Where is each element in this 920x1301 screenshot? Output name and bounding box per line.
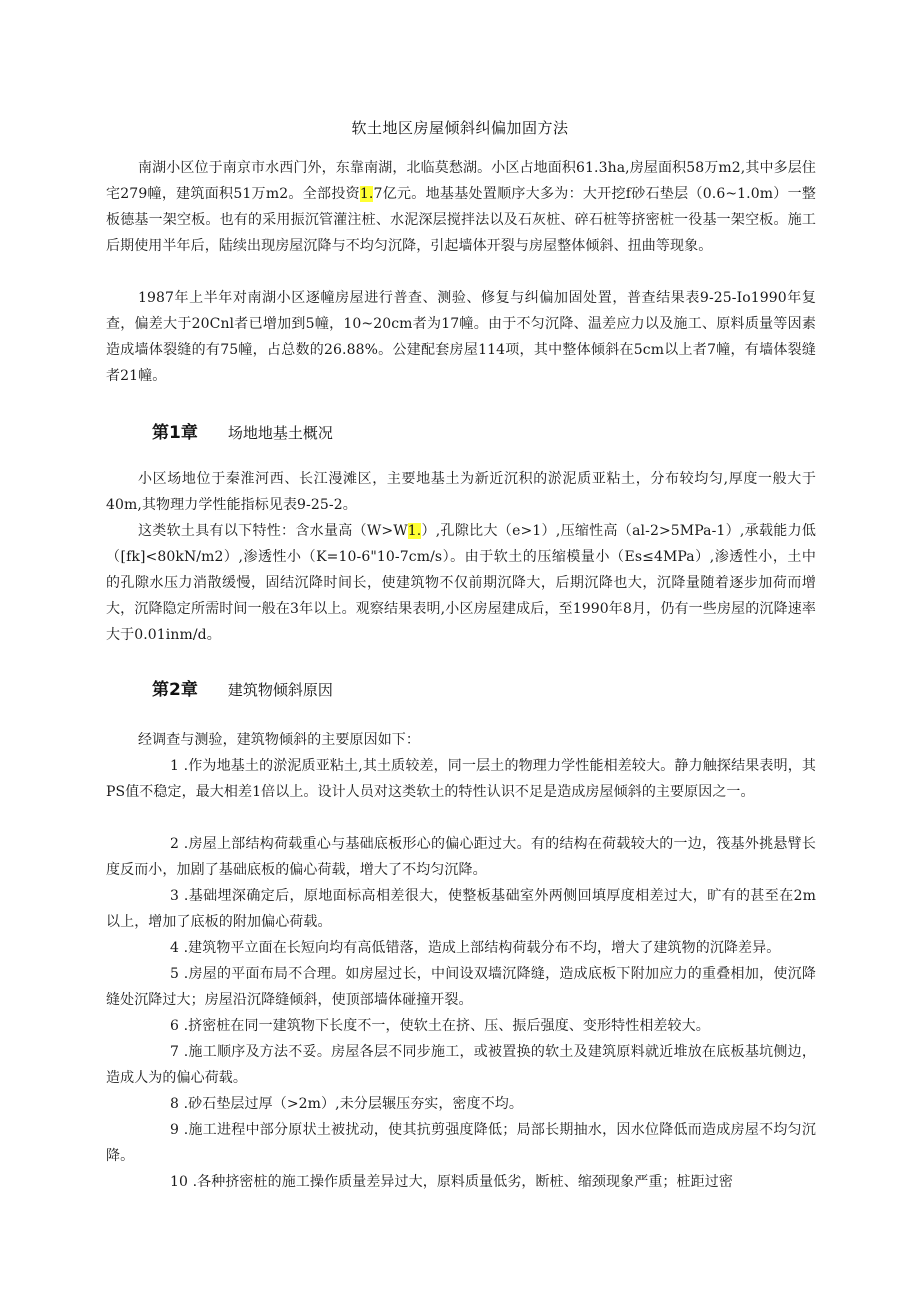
reason-item-3 xyxy=(106,883,816,935)
reason-item-3-number: 3 xyxy=(170,888,180,904)
intro-p1-highlight: 1. xyxy=(359,186,374,202)
reason-item-10-number: 10 xyxy=(170,1174,189,1190)
reason-item-4 xyxy=(106,935,816,961)
chapter-1-paragraph-2 xyxy=(106,518,816,648)
reason-item-1 xyxy=(106,753,816,805)
intro-paragraph-2: 1987年上半年对南湖小区逐幢房屋进行普查、测验、修复与纠偏加固处置，普查结果表9-25-Io1990年复查，偏差大于20Cnl者已增加到5幢，10~20cm者为17幢。由于不匀沉降、温差应力以及施工、原料质量等因素造成墙体裂缝的有75幢，占总数的26.88%。公建配套房屋114项，其中整体倾斜在5cm以上者7幢，有墙体裂缝者21幢。 xyxy=(106,290,816,384)
chapter-2-title: 建筑物倾斜原因 xyxy=(227,681,333,699)
reason-item-10 xyxy=(106,1169,816,1195)
reason-item-4-number: 4 xyxy=(170,940,180,956)
chapter-1-p2-text-b: ）,孔隙比大（e>1）,压缩性高（al-2>5MPa-1）,承载能力低（[fk]<80kN/m2）,渗透性小（K=10-6"10-7cm/s）。由于软土的压缩模量小（Es≤4MPa）,渗透性小，土中的孔隙水压力消散缓慢，固结沉降时间长，使建筑物不仅前期沉降大，后期沉降也大，沉降量随着逐步加荷而增大，沉降隐定所需时间一般在3年以上。观察结果表明,小区房屋建成后，至1990年8月，仍有一些房屋的沉降速率大于0.01inm/d。 xyxy=(106,523,816,643)
intro-p1-text-a: 南湖小区位于南京市水西门外，东靠南湖，北临莫愁湖。小区占地面积61.3ha,房屋面积58万m2,其中多层住宅279幢，建筑面积51万m2。全部投资 xyxy=(106,160,816,202)
intro-paragraph-1 xyxy=(106,155,816,259)
reason-item-2-text: .房屋上部结构荷载重心与基础底板形心的偏心距过大。有的结构在荷载较大的一边，筏基外挑悬臂长度反而小，加剧了基础底板的偏心荷载，增大了不均匀沉降。 xyxy=(106,836,816,878)
reason-item-9-number: 9 xyxy=(170,1122,180,1138)
reason-item-4-text: .建筑物平立面在长短向均有高低错落，造成上部结构荷载分布不均，增大了建筑物的沉降差异。 xyxy=(183,940,781,956)
reason-item-2-number: 2 xyxy=(170,836,180,852)
reason-item-2 xyxy=(106,831,816,883)
chapter-2-heading xyxy=(152,675,333,700)
chapter-1-p2-highlight: 1. xyxy=(407,523,422,539)
chapter-1-paragraph-1: 小区场地位于秦淮河西、长江漫滩区，主要地基土为新近沉积的淤泥质亚粘土，分布较均匀,厚度一般大于40m,其物理力学性能指标见表9-25-2。 xyxy=(106,471,816,513)
reason-item-7 xyxy=(106,1039,816,1091)
reason-item-1-text: .作为地基土的淤泥质亚粘土,其土质较差，同一层土的物理力学性能相差较大。静力触探结果表明，其PS值不稳定，最大相差1倍以上。设计人员对这类软土的特性认识不足是造成房屋倾斜的主要原因之一。 xyxy=(106,758,816,800)
reason-item-5-number: 5 xyxy=(170,966,180,982)
document-title: 软土地区房屋倾斜纠偏加固方法 xyxy=(351,119,569,137)
reason-item-5 xyxy=(106,961,816,1013)
reason-item-5-text: .房屋的平面布局不合理。如房屋过长，中间设双墙沉降缝，造成底板下附加应力的重叠相加，使沉降缝处沉降过大；房屋沿沉降缝倾斜，使顶部墙体碰撞开裂。 xyxy=(106,966,816,1008)
reason-item-8-number: 8 xyxy=(170,1096,180,1112)
reason-item-7-number: 7 xyxy=(170,1044,180,1060)
reason-item-10-text: .各种挤密桩的施工操作质量差异过大，原料质量低劣，断桩、缩颈现象严重；桩距过密 xyxy=(192,1174,733,1190)
reason-item-7-text: .施工顺序及方法不妥。房屋各层不同步施工，或被置换的软土及建筑原料就近堆放在底板基坑侧边，造成人为的偏心荷载。 xyxy=(106,1044,816,1086)
chapter-2-number: 第2章 xyxy=(152,680,198,700)
intro-p1-text-b: 7亿元。地基基处置顺序大多为：大开挖f砂石垫层（0.6~1.0m）一整板德基一架空板。也有的采用振沉管灌注桩、水泥深层搅拌法以及石灰桩、碎石桩等挤密桩一役基一架空板。施工后期使用半年后，陆续出现房屋沉降与不均匀沉降，引起墙体开裂与房屋整体倾斜、扭曲等现象。 xyxy=(106,186,817,254)
chapter-1-number: 第1章 xyxy=(152,423,198,443)
reason-item-6 xyxy=(106,1013,816,1039)
reason-item-8-text: .砂石垫层过厚（>2m）,未分层辗压夯实，密度不均。 xyxy=(183,1096,523,1112)
chapter-1-p2-text-a: 这类软土具有以下特性：含水量高（W>W xyxy=(138,523,408,539)
chapter-1-heading xyxy=(152,418,333,443)
reason-item-6-text: .挤密桩在同一建筑物下长度不一，使软土在挤、压、振后强度、变形特性相差较大。 xyxy=(183,1018,710,1034)
reason-item-3-text: .基础埋深确定后，原地面标高相差很大，使整板基础室外两侧回填厚度相差过大，旷有的甚至在2m以上，增加了底板的附加偏心荷载。 xyxy=(106,888,816,930)
reason-item-9 xyxy=(106,1117,816,1169)
reason-item-6-number: 6 xyxy=(170,1018,180,1034)
reason-item-8 xyxy=(106,1091,816,1117)
chapter-1-title: 场地地基土概况 xyxy=(227,424,333,442)
reason-item-1-number: 1 xyxy=(170,758,180,774)
reason-item-9-text: .施工进程中部分原状土被扰动，使其抗剪强度降低；局部长期抽水，因水位降低而造成房屋不均匀沉降。 xyxy=(106,1122,816,1164)
chapter-2-lead: 经调查与测验，建筑物倾斜的主要原因如下： xyxy=(138,732,420,748)
